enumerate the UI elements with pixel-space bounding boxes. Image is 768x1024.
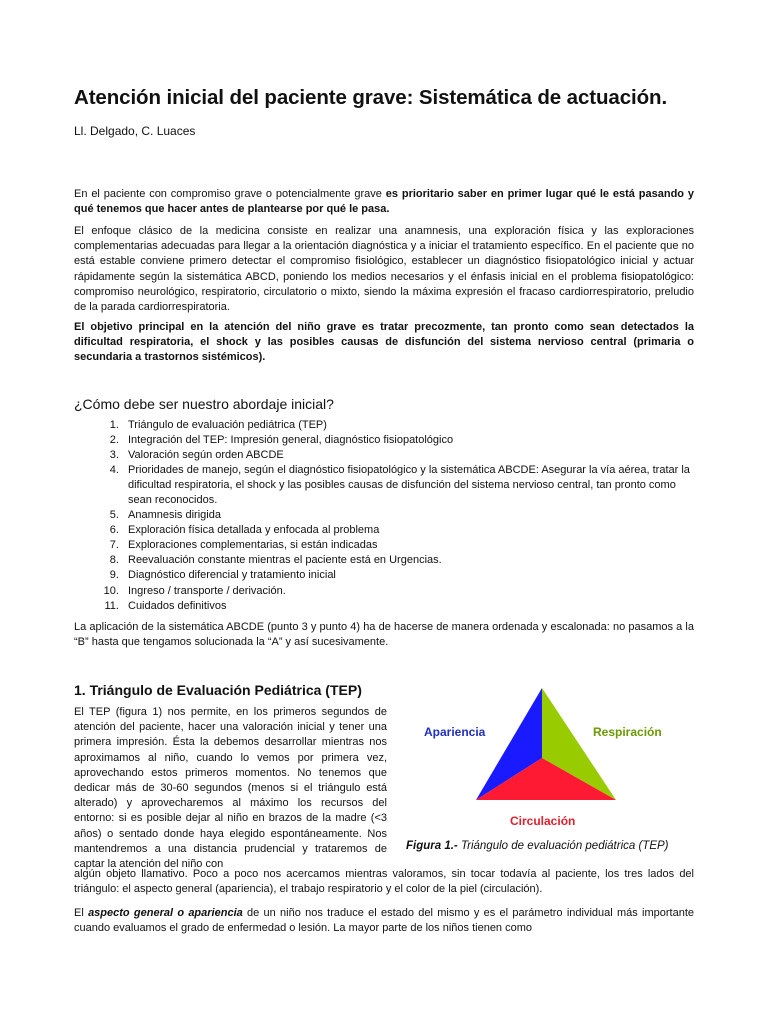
figure-caption-text: Triángulo de evaluación pediátrica (TEP): [457, 840, 669, 852]
intro-paragraph-1: [74, 187, 694, 217]
list-item: 2. Integración del TEP: Impresión general, diagnóstico fisiopatológico: [122, 433, 702, 448]
list-item: 5. Anamnesis dirigida: [122, 508, 702, 523]
approach-list: [102, 418, 702, 614]
page-title: Atención inicial del paciente grave: Sistemática de actuación.: [74, 86, 668, 109]
list-item: 8. Reevaluación constante mientras el paciente está en Urgencias.: [122, 553, 702, 568]
label-appearance: Apariencia: [424, 725, 486, 739]
appearance-paragraph: [74, 906, 694, 936]
abcde-paragraph: La aplicación de la sistemática ABCDE (punto 3 y punto 4) ha de hacerse de manera ordenada y escalonada: no pasamos a la “B” hasta que tengamos solucionada la “A” y así sucesivamente.: [74, 621, 694, 649]
tep-figure: [396, 684, 692, 860]
list-item: 10. Ingreso / transporte / derivación.: [122, 584, 702, 599]
intro-paragraph-2: El enfoque clásico de la medicina consiste en realizar una anamnesis, una exploración física y las exploraciones complementarias adecuadas para llegar a la orientación diagnóstica y a iniciar el tratamiento específico. En el paciente que no está estable conviene primero detectar el compromiso fisiológico, establecer un diagnóstico fisiopatológico inicial y actuar rápidamente según la sistemática ABCD, poniendo los medios necesarios y el énfasis inicial en el problema fisiopatológico: compromiso neurológico, respiratorio, circulatorio o mixto, siendo la máxima expresión el fracaso cardiorrespiratorio, preludio de la parada cardiorrespiratoria.: [74, 225, 694, 314]
label-breathing: Respiración: [593, 725, 662, 739]
list-item: 11. Cuidados definitivos: [122, 599, 702, 614]
tep-continuation-paragraph: algún objeto llamativo. Poco a poco nos acercamos mientras valoramos, sin tocar todavía al paciente, los tres lados del triángulo: el aspecto general (apariencia), el trabajo respiratorio y el color de la piel (circulación).: [74, 868, 694, 896]
section-heading-approach: ¿Cómo debe ser nuestro abordaje inicial?: [74, 396, 334, 412]
authors: Ll. Delgado, C. Luaces: [74, 124, 196, 138]
intro-p1-text: En el paciente con compromiso grave o potencialmente grave: [74, 188, 386, 200]
figure-caption: [406, 840, 669, 852]
list-item: 6. Exploración física detallada y enfocada al problema: [122, 523, 702, 538]
list-item: 9. Diagnóstico diferencial y tratamiento inicial: [122, 568, 702, 583]
list-item: 1. Triángulo de evaluación pediátrica (TEP): [122, 418, 702, 433]
intro-paragraph-3: El objetivo principal en la atención del niño grave es tratar precozmente, tan pronto como sean detectados la dificultad respiratoria, el shock y las posibles causas de disfunción del sistema nervioso central (primaria o secundaria a trastornos sistémicos).: [74, 321, 694, 364]
list-item: 4. Prioridades de manejo, según el diagnóstico fisiopatológico y la sistemática ABCDE: Asegurar la vía aérea, tratar la dificultad respiratoria, el shock y las posibles causas de disfunción del sistema nervioso central, tan pronto como sean reconocidos.: [122, 463, 702, 508]
appearance-p-emphasis: aspecto general o apariencia: [88, 907, 243, 919]
appearance-p-rest: de un niño nos traduce el estado del mismo y es el parámetro individual más importante cuando evaluamos el grado de enfermedad o lesión. La mayor parte de los niños tienen como: [74, 907, 694, 935]
list-item: 3. Valoración según orden ABCDE: [122, 448, 702, 463]
intro-p1-bold: es prioritario saber en primer lugar qué le está pasando y qué tenemos que hacer antes de plantearse por qué le pasa.: [74, 188, 694, 216]
tep-wrapped-paragraph: El TEP (figura 1) nos permite, en los primeros segundos de atención del paciente, hacer una valoración inicial y tener una primera impresión. Ésta la debemos desarrollar mientras nos aproximamos al niño, cuando lo vemos por primera vez, aprovechando estos primeros momentos. No tenemos que dedicar más de 30-60 segundos (menos si el triángulo está alterado) y aprovecharemos al máximo los recursos del entorno: si es posible dejar al niño en brazos de la madre (<3 años) o sentado donde haya elegido espontáneamente. Nos mantendremos a una distancia prudencial y trataremos de captar la atención del niño con: [74, 706, 387, 871]
section-heading-tep: 1. Triángulo de Evaluación Pediátrica (TEP): [74, 682, 362, 698]
figure-caption-number: Figura 1.-: [406, 840, 458, 852]
appearance-p-start: El: [74, 907, 89, 919]
list-item: 7. Exploraciones complementarias, si están indicadas: [122, 538, 702, 553]
tep-triangle-diagram: [396, 684, 692, 834]
label-circulation: Circulación: [510, 814, 576, 828]
